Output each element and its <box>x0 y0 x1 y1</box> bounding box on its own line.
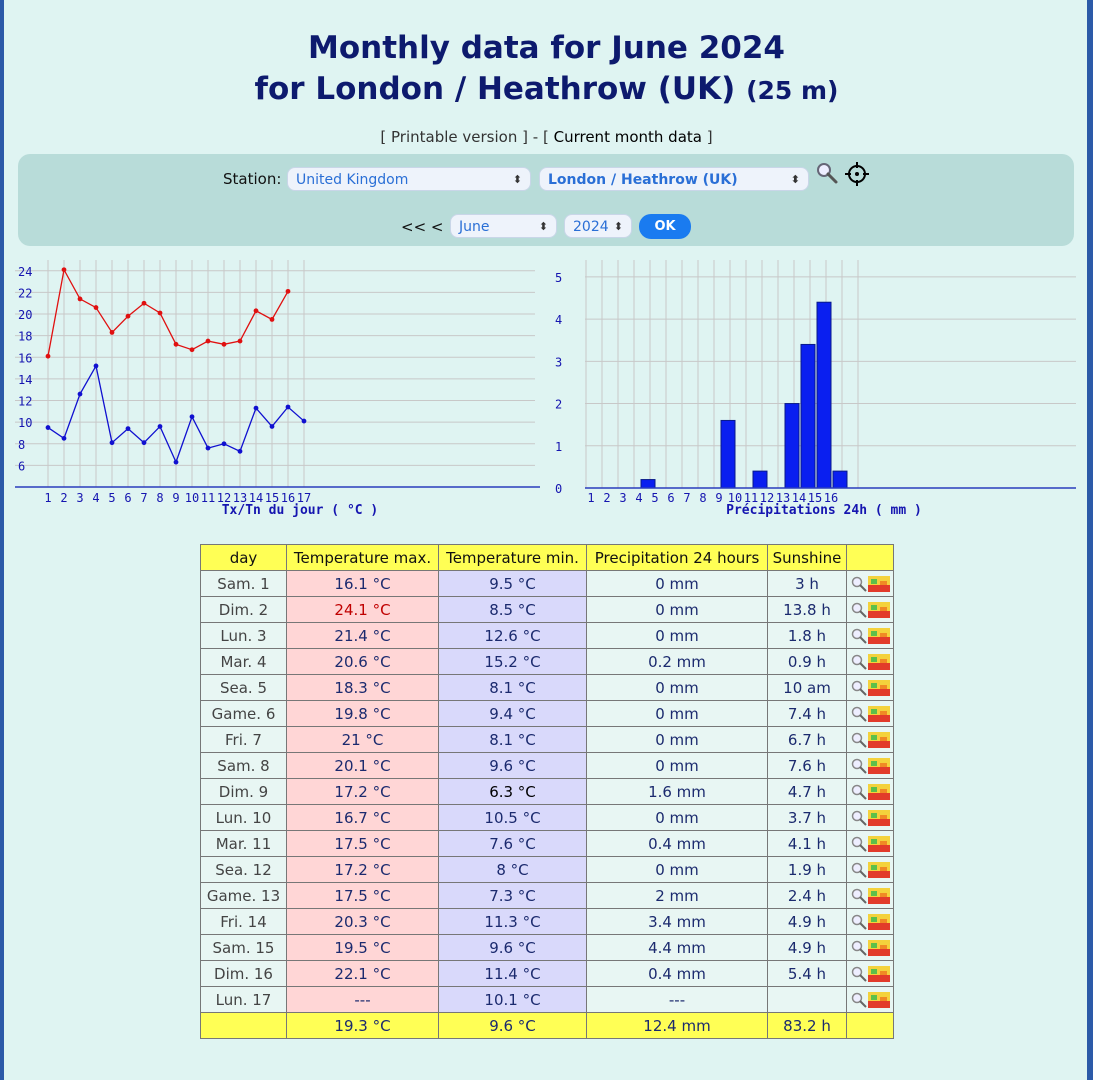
map-icon[interactable] <box>868 810 890 826</box>
y-tick-label: 14 <box>18 372 33 387</box>
table-row <box>201 779 894 805</box>
cell-pr: 0 mm <box>587 805 768 831</box>
cell-tx: 20.6 °C <box>287 649 439 675</box>
precip-bar <box>785 404 799 488</box>
magnifier-icon[interactable] <box>850 757 868 775</box>
previous-month-nav[interactable]: << < <box>401 218 444 236</box>
table-row <box>201 701 894 727</box>
cell-tn: 9.6 °C <box>439 935 587 961</box>
cell-tn: 11.4 °C <box>439 961 587 987</box>
bracket: [ <box>542 128 549 146</box>
station-select[interactable] <box>539 167 809 191</box>
precip-bar <box>801 344 815 488</box>
x-tick-label: 11 <box>743 491 759 505</box>
map-icon[interactable] <box>868 966 890 982</box>
table-row <box>201 909 894 935</box>
map-icon[interactable] <box>868 784 890 800</box>
precipitation-chart <box>540 250 1080 525</box>
data-point-Tx <box>190 347 195 352</box>
chart-xlabel: Précipitations 24h ( mm ) <box>726 503 922 518</box>
x-tick-label: 12 <box>216 491 232 505</box>
cell-pr: 0 mm <box>587 571 768 597</box>
cell-tn: 9.6 °C <box>439 753 587 779</box>
data-point-Tx <box>206 339 211 344</box>
chart-xlabel: Tx/Tn du jour ( °C ) <box>221 503 379 518</box>
cell-pr: 3.4 mm <box>587 909 768 935</box>
map-icon[interactable] <box>868 992 890 1008</box>
y-tick-label: 3 <box>555 355 563 370</box>
row-tools <box>847 987 894 1013</box>
cell-tn: 9.4 °C <box>439 701 587 727</box>
cell-tx: 21.4 °C <box>287 623 439 649</box>
data-point-Tn <box>302 419 307 424</box>
row-tools <box>847 831 894 857</box>
map-icon[interactable] <box>868 758 890 774</box>
y-tick-label: 2 <box>555 397 563 412</box>
data-point-Tx <box>254 308 259 313</box>
x-tick-label: 1 <box>587 491 595 505</box>
table-row <box>201 597 894 623</box>
title-line1: Monthly data for June 2024 <box>307 30 785 66</box>
row-tools <box>847 597 894 623</box>
chevron-updown-icon: ⬍ <box>538 220 548 233</box>
data-point-Tx <box>94 305 99 310</box>
cell-pr: 0.2 mm <box>587 649 768 675</box>
month-select[interactable] <box>450 214 557 238</box>
map-icon[interactable] <box>868 888 890 904</box>
x-tick-label: 4 <box>92 491 100 505</box>
cell-sun: 3 h <box>768 571 847 597</box>
x-tick-label: 2 <box>60 491 68 505</box>
x-tick-label: 15 <box>264 491 280 505</box>
cell-pr: 0 mm <box>587 727 768 753</box>
title-altitude: (25 m) <box>746 76 839 105</box>
cell-sun: 2.4 h <box>768 883 847 909</box>
series-line-Tx <box>48 270 288 356</box>
printable-link[interactable]: Printable version <box>391 128 518 146</box>
magnifier-icon[interactable] <box>850 809 868 827</box>
table-row <box>201 675 894 701</box>
cell-day: Dim. 9 <box>201 779 287 805</box>
x-tick-label: 9 <box>172 491 180 505</box>
month-select-value: June <box>459 219 490 235</box>
x-tick-label: 1 <box>44 491 52 505</box>
table-row <box>201 831 894 857</box>
x-tick-label: 9 <box>715 491 723 505</box>
x-tick-label: 11 <box>200 491 216 505</box>
cell-pr: 0.4 mm <box>587 831 768 857</box>
cell-tx: 19.5 °C <box>287 935 439 961</box>
cell-day: Lun. 3 <box>201 623 287 649</box>
cell-tx: 18.3 °C <box>287 675 439 701</box>
x-tick-label: 16 <box>280 491 296 505</box>
y-tick-label: 22 <box>18 286 33 301</box>
data-point-Tx <box>62 267 67 272</box>
cell-tx: 17.5 °C <box>287 883 439 909</box>
row-tools <box>847 883 894 909</box>
cell-sun: 0.9 h <box>768 649 847 675</box>
data-point-Tn <box>286 405 291 410</box>
cell-sun: 5.4 h <box>768 961 847 987</box>
table-row <box>201 623 894 649</box>
data-point-Tn <box>126 426 131 431</box>
precip-bar <box>641 480 655 488</box>
header-day: day <box>201 545 287 571</box>
page-title <box>0 28 1093 112</box>
data-point-Tn <box>158 424 163 429</box>
row-tools <box>847 727 894 753</box>
total-sunshine: 83.2 h <box>768 1013 847 1039</box>
map-icon[interactable] <box>868 940 890 956</box>
magnifier-icon[interactable] <box>850 601 868 619</box>
y-tick-label: 20 <box>18 308 33 323</box>
map-icon[interactable] <box>868 862 890 878</box>
cell-tn: 8 °C <box>439 857 587 883</box>
x-tick-label: 13 <box>232 491 248 505</box>
x-tick-label: 7 <box>140 491 148 505</box>
totals-row <box>201 1013 894 1039</box>
cell-tx: --- <box>287 987 439 1013</box>
data-point-Tn <box>142 440 147 445</box>
data-point-Tx <box>174 342 179 347</box>
cell-sun <box>768 987 847 1013</box>
cell-tx: 19.8 °C <box>287 701 439 727</box>
total-tmax: 19.3 °C <box>287 1013 439 1039</box>
magnifier-icon[interactable] <box>850 679 868 697</box>
data-point-Tx <box>78 297 83 302</box>
map-icon[interactable] <box>868 706 890 722</box>
header-tmax: Temperature max. <box>287 545 439 571</box>
x-tick-label: 8 <box>156 491 164 505</box>
table-row <box>201 727 894 753</box>
data-point-Tx <box>286 289 291 294</box>
y-tick-label: 5 <box>555 270 563 285</box>
magnifier-icon[interactable] <box>850 783 868 801</box>
map-icon[interactable] <box>868 680 890 696</box>
x-tick-label: 16 <box>823 491 839 505</box>
cell-tn: 10.5 °C <box>439 805 587 831</box>
x-tick-label: 6 <box>667 491 675 505</box>
map-icon[interactable] <box>868 914 890 930</box>
magnifier-icon[interactable] <box>850 913 868 931</box>
y-tick-label: 6 <box>18 459 26 474</box>
cell-tx: 16.1 °C <box>287 571 439 597</box>
x-tick-label: 17 <box>296 491 312 505</box>
magnifier-icon[interactable] <box>850 965 868 983</box>
cell-tn: 10.1 °C <box>439 987 587 1013</box>
right-border <box>1087 0 1093 1080</box>
x-tick-label: 8 <box>699 491 707 505</box>
cell-sun: 1.9 h <box>768 857 847 883</box>
cell-tn: 9.5 °C <box>439 571 587 597</box>
cell-tn: 7.3 °C <box>439 883 587 909</box>
cell-tx: 17.2 °C <box>287 857 439 883</box>
data-point-Tn <box>110 440 115 445</box>
crosshair-icon[interactable] <box>844 161 870 187</box>
table-row <box>201 753 894 779</box>
cell-tn: 8.1 °C <box>439 675 587 701</box>
data-point-Tn <box>190 414 195 419</box>
monthly-data-table <box>200 544 894 1039</box>
magnifier-icon[interactable] <box>850 835 868 853</box>
data-point-Tn <box>254 406 259 411</box>
magnifier-icon[interactable] <box>850 887 868 905</box>
total-precip: 12.4 mm <box>587 1013 768 1039</box>
cell-tx: 16.7 °C <box>287 805 439 831</box>
title-station: for London / Heathrow (UK) <box>254 71 736 107</box>
table-row <box>201 883 894 909</box>
y-tick-label: 12 <box>18 394 33 409</box>
row-tools <box>847 753 894 779</box>
header-sunshine: Sunshine <box>768 545 847 571</box>
row-tools <box>847 961 894 987</box>
cell-pr: 0 mm <box>587 701 768 727</box>
cell-day: Mar. 4 <box>201 649 287 675</box>
table-row <box>201 571 894 597</box>
cell-pr: 4.4 mm <box>587 935 768 961</box>
table-row <box>201 857 894 883</box>
data-point-Tx <box>142 301 147 306</box>
data-point-Tx <box>222 342 227 347</box>
total-tmin: 9.6 °C <box>439 1013 587 1039</box>
y-tick-label: 8 <box>18 437 26 452</box>
cell-sun: 6.7 h <box>768 727 847 753</box>
cell-pr: 0 mm <box>587 753 768 779</box>
cell-pr: 0 mm <box>587 675 768 701</box>
cell-day: Sam. 1 <box>201 571 287 597</box>
table-row <box>201 649 894 675</box>
cell-day: Dim. 2 <box>201 597 287 623</box>
station-panel <box>18 154 1074 246</box>
y-tick-label: 10 <box>18 416 33 431</box>
data-point-Tn <box>222 441 227 446</box>
x-tick-label: 15 <box>807 491 823 505</box>
x-tick-label: 13 <box>775 491 791 505</box>
links-bar <box>0 128 1093 146</box>
cell-tn: 12.6 °C <box>439 623 587 649</box>
x-tick-label: 12 <box>759 491 775 505</box>
cell-sun: 3.7 h <box>768 805 847 831</box>
header-precip: Precipitation 24 hours <box>587 545 768 571</box>
map-icon[interactable] <box>868 576 890 592</box>
cell-tx: 21 °C <box>287 727 439 753</box>
year-select[interactable] <box>564 214 632 238</box>
cell-tn: 8.1 °C <box>439 727 587 753</box>
cell-day: Sea. 5 <box>201 675 287 701</box>
cell-tn: 6.3 °C <box>439 779 587 805</box>
x-tick-label: 6 <box>124 491 132 505</box>
x-tick-label: 2 <box>603 491 611 505</box>
table-header-row <box>201 545 894 571</box>
chevron-updown-icon: ⬍ <box>613 220 623 233</box>
cell-tn: 11.3 °C <box>439 909 587 935</box>
row-tools <box>847 623 894 649</box>
cell-tn: 7.6 °C <box>439 831 587 857</box>
cell-day: Lun. 10 <box>201 805 287 831</box>
x-tick-label: 10 <box>184 491 200 505</box>
cell-sun: 7.6 h <box>768 753 847 779</box>
row-tools <box>847 649 894 675</box>
cell-tx: 17.5 °C <box>287 831 439 857</box>
data-point-Tn <box>78 392 83 397</box>
data-point-Tx <box>158 311 163 316</box>
data-point-Tx <box>126 314 131 319</box>
cell-pr: 1.6 mm <box>587 779 768 805</box>
total-tools <box>847 1013 894 1039</box>
cell-pr: 2 mm <box>587 883 768 909</box>
total-day <box>201 1013 287 1039</box>
cell-pr: 0 mm <box>587 623 768 649</box>
temperature-chart <box>0 250 540 525</box>
cell-sun: 4.7 h <box>768 779 847 805</box>
x-tick-label: 3 <box>619 491 627 505</box>
cell-pr: 0 mm <box>587 857 768 883</box>
data-point-Tx <box>46 354 51 359</box>
bracket: [ <box>380 128 387 146</box>
table-row <box>201 987 894 1013</box>
cell-day: Game. 6 <box>201 701 287 727</box>
precip-bar <box>833 471 847 488</box>
map-icon[interactable] <box>868 602 890 618</box>
row-tools <box>847 805 894 831</box>
country-select-value: United Kingdom <box>296 172 409 188</box>
magnifier-icon[interactable] <box>850 627 868 645</box>
cell-tx: 22.1 °C <box>287 961 439 987</box>
cell-pr: 0 mm <box>587 597 768 623</box>
cell-day: Dim. 16 <box>201 961 287 987</box>
x-tick-label: 14 <box>248 491 264 505</box>
y-tick-label: 18 <box>18 329 33 344</box>
data-point-Tx <box>238 339 243 344</box>
magnifier-icon[interactable] <box>850 731 868 749</box>
cell-sun: 7.4 h <box>768 701 847 727</box>
cell-sun: 13.8 h <box>768 597 847 623</box>
current-month-link[interactable]: Current month data <box>553 128 702 146</box>
row-tools <box>847 857 894 883</box>
magnifier-icon[interactable] <box>850 991 868 1009</box>
bracket: ] <box>706 128 713 146</box>
cell-tx: 20.3 °C <box>287 909 439 935</box>
cell-day: Sam. 15 <box>201 935 287 961</box>
cell-tx: 17.2 °C <box>287 779 439 805</box>
cell-day: Game. 13 <box>201 883 287 909</box>
cell-sun: 4.1 h <box>768 831 847 857</box>
table-row <box>201 935 894 961</box>
row-tools <box>847 909 894 935</box>
cell-tx: 20.1 °C <box>287 753 439 779</box>
cell-pr: 0.4 mm <box>587 961 768 987</box>
y-tick-label: 16 <box>18 351 33 366</box>
data-point-Tn <box>46 425 51 430</box>
table-row <box>201 805 894 831</box>
magnifier-icon[interactable] <box>850 705 868 723</box>
x-tick-label: 7 <box>683 491 691 505</box>
map-icon[interactable] <box>868 654 890 670</box>
row-tools <box>847 779 894 805</box>
row-tools <box>847 675 894 701</box>
cell-tn: 15.2 °C <box>439 649 587 675</box>
data-point-Tn <box>62 436 67 441</box>
row-tools <box>847 935 894 961</box>
cell-sun: 1.8 h <box>768 623 847 649</box>
cell-day: Fri. 14 <box>201 909 287 935</box>
cell-day: Sea. 12 <box>201 857 287 883</box>
cell-tx: 24.1 °C <box>287 597 439 623</box>
cell-day: Fri. 7 <box>201 727 287 753</box>
search-icon[interactable] <box>814 161 840 187</box>
map-icon[interactable] <box>868 732 890 748</box>
data-point-Tx <box>110 330 115 335</box>
cell-sun: 4.9 h <box>768 935 847 961</box>
bracket: ] <box>522 128 528 146</box>
data-point-Tx <box>270 317 275 322</box>
station-label: Station: <box>223 170 282 188</box>
data-point-Tn <box>174 460 179 465</box>
chevron-updown-icon: ⬍ <box>512 173 522 186</box>
magnifier-icon[interactable] <box>850 653 868 671</box>
table-row <box>201 961 894 987</box>
x-tick-label: 4 <box>635 491 643 505</box>
row-tools <box>847 701 894 727</box>
ok-button[interactable]: OK <box>639 214 691 239</box>
precip-bar <box>721 420 735 488</box>
magnifier-icon[interactable] <box>850 939 868 957</box>
header-tools <box>847 545 894 571</box>
map-icon[interactable] <box>868 836 890 852</box>
year-select-value: 2024 <box>573 219 609 235</box>
left-border <box>0 0 4 1080</box>
x-tick-label: 5 <box>108 491 116 505</box>
title-line2 <box>0 68 1093 112</box>
y-tick-label: 0 <box>555 482 563 496</box>
x-tick-label: 3 <box>76 491 84 505</box>
row-tools <box>847 571 894 597</box>
data-point-Tn <box>94 364 99 369</box>
cell-day: Lun. 17 <box>201 987 287 1013</box>
chevron-updown-icon: ⬍ <box>790 173 800 186</box>
header-tmin: Temperature min. <box>439 545 587 571</box>
magnifier-icon[interactable] <box>850 861 868 879</box>
data-point-Tn <box>270 424 275 429</box>
map-icon[interactable] <box>868 628 890 644</box>
precip-bar <box>753 471 767 488</box>
cell-pr: --- <box>587 987 768 1013</box>
cell-day: Mar. 11 <box>201 831 287 857</box>
y-tick-label: 1 <box>555 439 563 454</box>
station-select-value: London / Heathrow (UK) <box>548 172 738 188</box>
cell-sun: 4.9 h <box>768 909 847 935</box>
x-tick-label: 10 <box>727 491 743 505</box>
precip-bar <box>817 302 831 488</box>
separator: - <box>532 128 539 146</box>
y-tick-label: 24 <box>18 264 33 279</box>
data-point-Tn <box>206 446 211 451</box>
y-tick-label: 4 <box>555 313 563 328</box>
x-tick-label: 14 <box>791 491 807 505</box>
cell-sun: 10 am <box>768 675 847 701</box>
x-tick-label: 5 <box>651 491 659 505</box>
country-select[interactable] <box>287 167 531 191</box>
magnifier-icon[interactable] <box>850 575 868 593</box>
data-point-Tn <box>238 449 243 454</box>
cell-tn: 8.5 °C <box>439 597 587 623</box>
cell-day: Sam. 8 <box>201 753 287 779</box>
